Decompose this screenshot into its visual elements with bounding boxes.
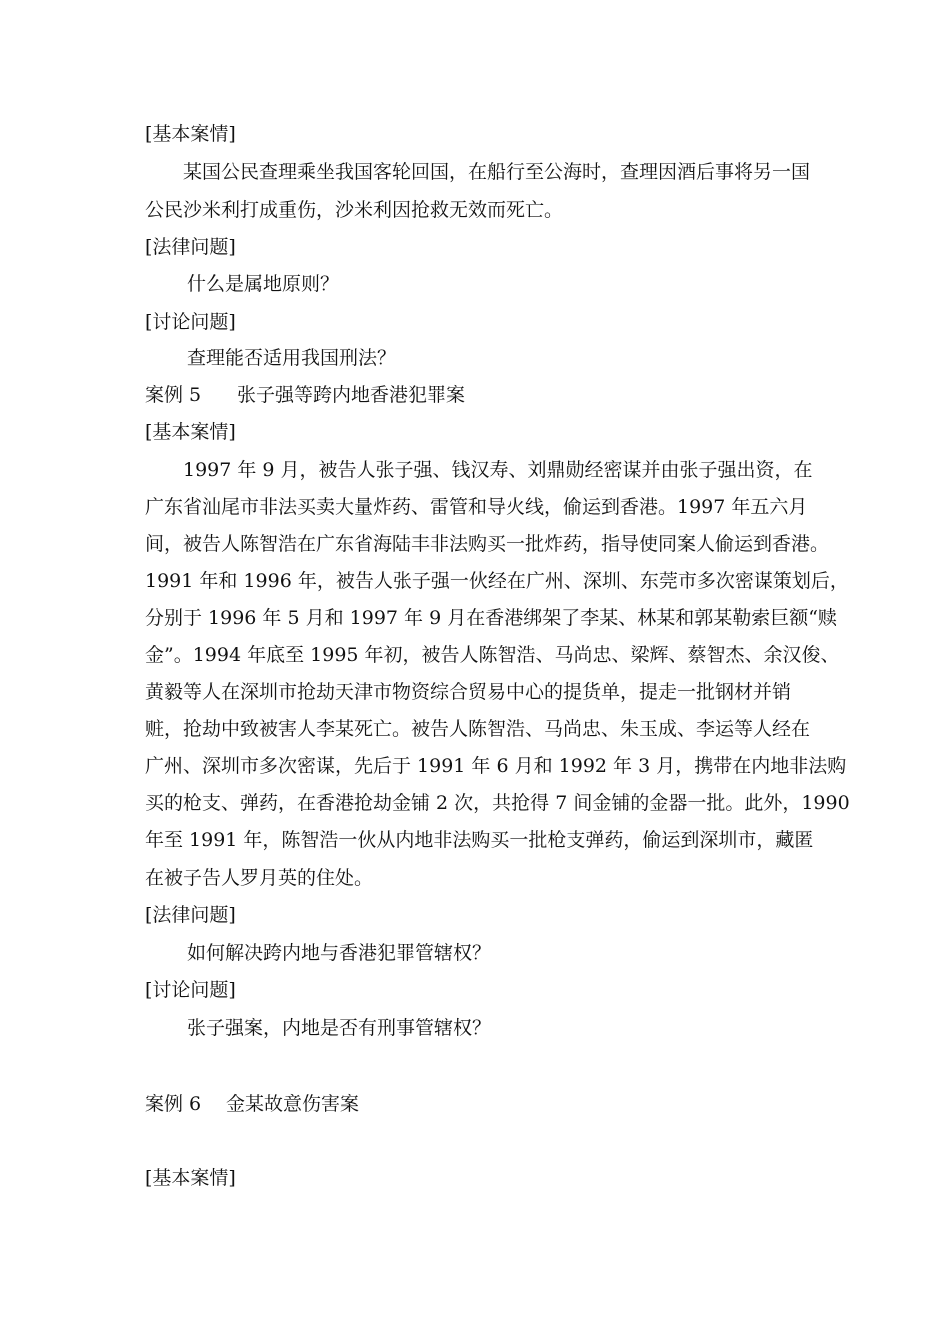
facts-line: 金”。1994 年底至 1995 年初，被告人陈智浩、马尚忠、梁辉、蔡智杰、余汉俊、 [145,644,840,666]
heading-discussion: [讨论问题] [145,311,236,333]
facts-line: 公民沙米利打成重伤，沙米利因抢救无效而死亡。 [145,199,564,221]
heading-basic-facts: [基本案情] [145,421,236,443]
legal-question: 什么是属地原则？ [187,273,340,295]
facts-line: 广州、深圳市多次密谋，先后于 1991 年 6 月和 1992 年 3 月，携带在内地非法购 [145,755,847,777]
heading-basic-facts: [基本案情] [145,1167,236,1189]
facts-line: 分别于 1996 年 5 月和 1997 年 9 月在香港绑架了李某、林某和郭某勒索巨额“赎 [145,607,837,629]
facts-line: 黄毅等人在深圳市抢劫天津市物资综合贸易中心的提货单，提走一批钢材并销 [145,681,792,703]
facts-line: 间，被告人陈智浩在广东省海陆丰非法购买一批炸药，指导使同案人偷运到香港。 [145,533,830,555]
heading-legal-issue: [法律问题] [145,236,236,258]
case-title: 金某故意伤害案 [226,1093,360,1115]
heading-discussion: [讨论问题] [145,979,236,1001]
heading-legal-issue: [法律问题] [145,904,236,926]
legal-question: 如何解决跨内地与香港犯罪管辖权？ [187,942,492,964]
facts-line: 广东省汕尾市非法买卖大量炸药、雷管和导火线，偷运到香港。1997 年五六月 [145,496,808,518]
facts-line: 1991 年和 1996 年，被告人张子强一伙经在广州、深圳、东莞市多次密谋策划后， [145,570,849,592]
discussion-question: 查理能否适用我国刑法？ [187,347,397,369]
facts-line: 赃，抢劫中致被害人李某死亡。被告人陈智浩、马尚忠、朱玉成、李运等人经在 [145,718,811,740]
facts-line: 某国公民查理乘坐我国客轮回国，在船行至公海时，查理因酒后事将另一国 [183,161,811,183]
heading-basic-facts: [基本案情] [145,123,236,145]
case-number: 案例 6 [145,1093,202,1115]
case-number: 案例 5 [145,384,202,406]
facts-line: 在被子告人罗月英的住处。 [145,867,374,889]
facts-line: 1997 年 9 月，被告人张子强、钱汉寿、刘鼎勋经密谋并由张子强出资，在 [183,459,813,481]
case-title: 张子强等跨内地香港犯罪案 [237,384,466,406]
facts-line: 买的枪支、弹药，在香港抢劫金铺 2 次，共抢得 7 间金铺的金器一批。此外，1990 [145,792,850,814]
facts-line: 年至 1991 年，陈智浩一伙从内地非法购买一批枪支弹药，偷运到深圳市，藏匿 [145,829,814,851]
discussion-question: 张子强案，内地是否有刑事管辖权？ [187,1017,492,1039]
